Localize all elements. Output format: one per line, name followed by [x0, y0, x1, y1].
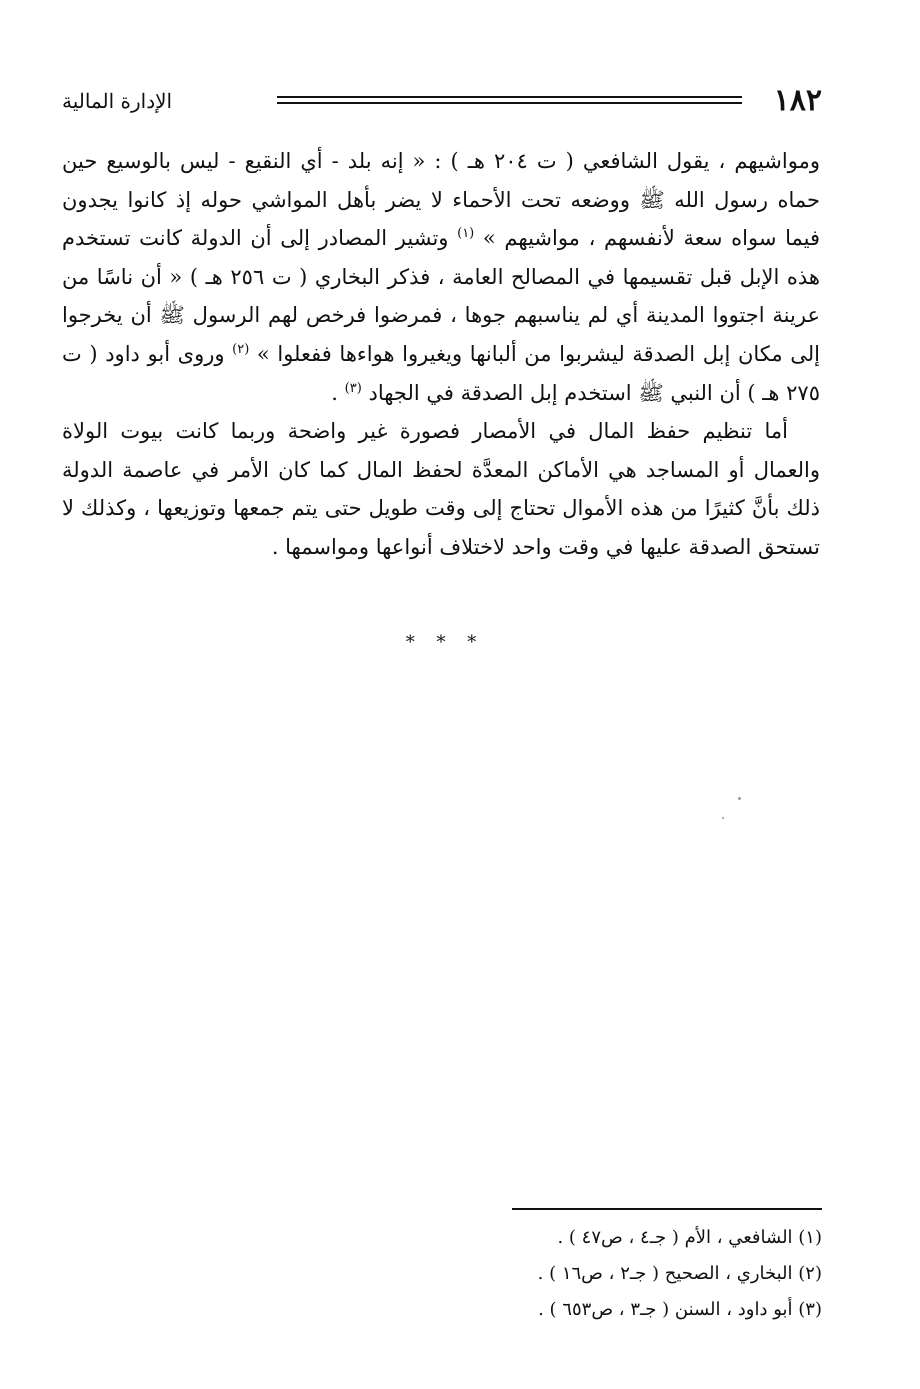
section-separator: * * * — [405, 632, 485, 653]
page-number: ١٨٢ — [773, 83, 822, 118]
paragraph-1-end: . — [331, 380, 338, 405]
paragraph-1-part-b: وتشير المصادر إلى أن الدولة كانت تستخدم هذه الإبل قبل تقسيمها في المصالح العامة ، فذكر البخاري ( ت ٢٥٦ هـ ) « أن ناسًا من عرينة اجتووا المدينة أي لم يناسبهم جوها ، فمرضوا فرخص لهم الرسول ﷺ أن يخرجوا إلى مكان إبل الصدقة ليشربوا من ألبانها ويغيروا هواءها ففعلوا » — [62, 226, 820, 366]
footnote-ref-3: (٣) — [344, 380, 362, 396]
footnote-ref-2: (٢) — [232, 341, 250, 357]
paragraph-1-part-a: ومواشيهم ، يقول الشافعي ( ت ٢٠٤ هـ ) : « إنه بلد - أي النقيع - ليس بالوسيع حين حماه رسول الله ﷺ ووضعه تحت الأحماء لا يضر بأهل المواشي حوله إذ كانوا يجدون فيما سواه سعة لأنفسهم ، مواشيهم » — [62, 149, 820, 251]
scan-speck — [738, 797, 741, 800]
running-title: الإدارة المالية — [62, 89, 173, 113]
header-double-rule — [277, 96, 742, 104]
footnote-1: (١) الشافعي ، الأم ( جـ٤ ، ص٤٧ ) . — [557, 1227, 822, 1248]
footnote-rule — [512, 1208, 822, 1210]
footnote-2: (٢) البخاري ، الصحيح ( جـ٢ ، ص١٦ ) . — [537, 1263, 822, 1284]
scan-speck — [722, 817, 724, 819]
page-header — [62, 84, 822, 124]
main-text — [62, 142, 820, 567]
paragraph-2: أما تنظيم حفظ المال في الأمصار فصورة غير واضحة وربما كانت بيوت الولاة والعمال أو المساجد هي الأماكن المعدَّة لحفظ المال كما كان الأمر في عاصمة الدولة ذلك بأنَّ كثيرًا من هذه الأموال تحتاج إلى وقت طويل حتى يتم جمعها وتوزيعها ، وكذلك لا تستحق الصدقة عليها في وقت واحد لاختلاف أنواعها ومواسمها . — [62, 419, 820, 559]
footnote-ref-1: (١) — [457, 226, 475, 242]
footnotes — [402, 1220, 822, 1328]
footnote-3: (٣) أبو داود ، السنن ( جـ٣ ، ص٦٥٣ ) . — [538, 1299, 822, 1320]
paragraph-1-part-c: وروى أبو داود ( ت ٢٧٥ هـ ) أن النبي ﷺ استخدم إبل الصدقة في الجهاد — [62, 341, 820, 405]
paragraph-1 — [62, 142, 820, 412]
